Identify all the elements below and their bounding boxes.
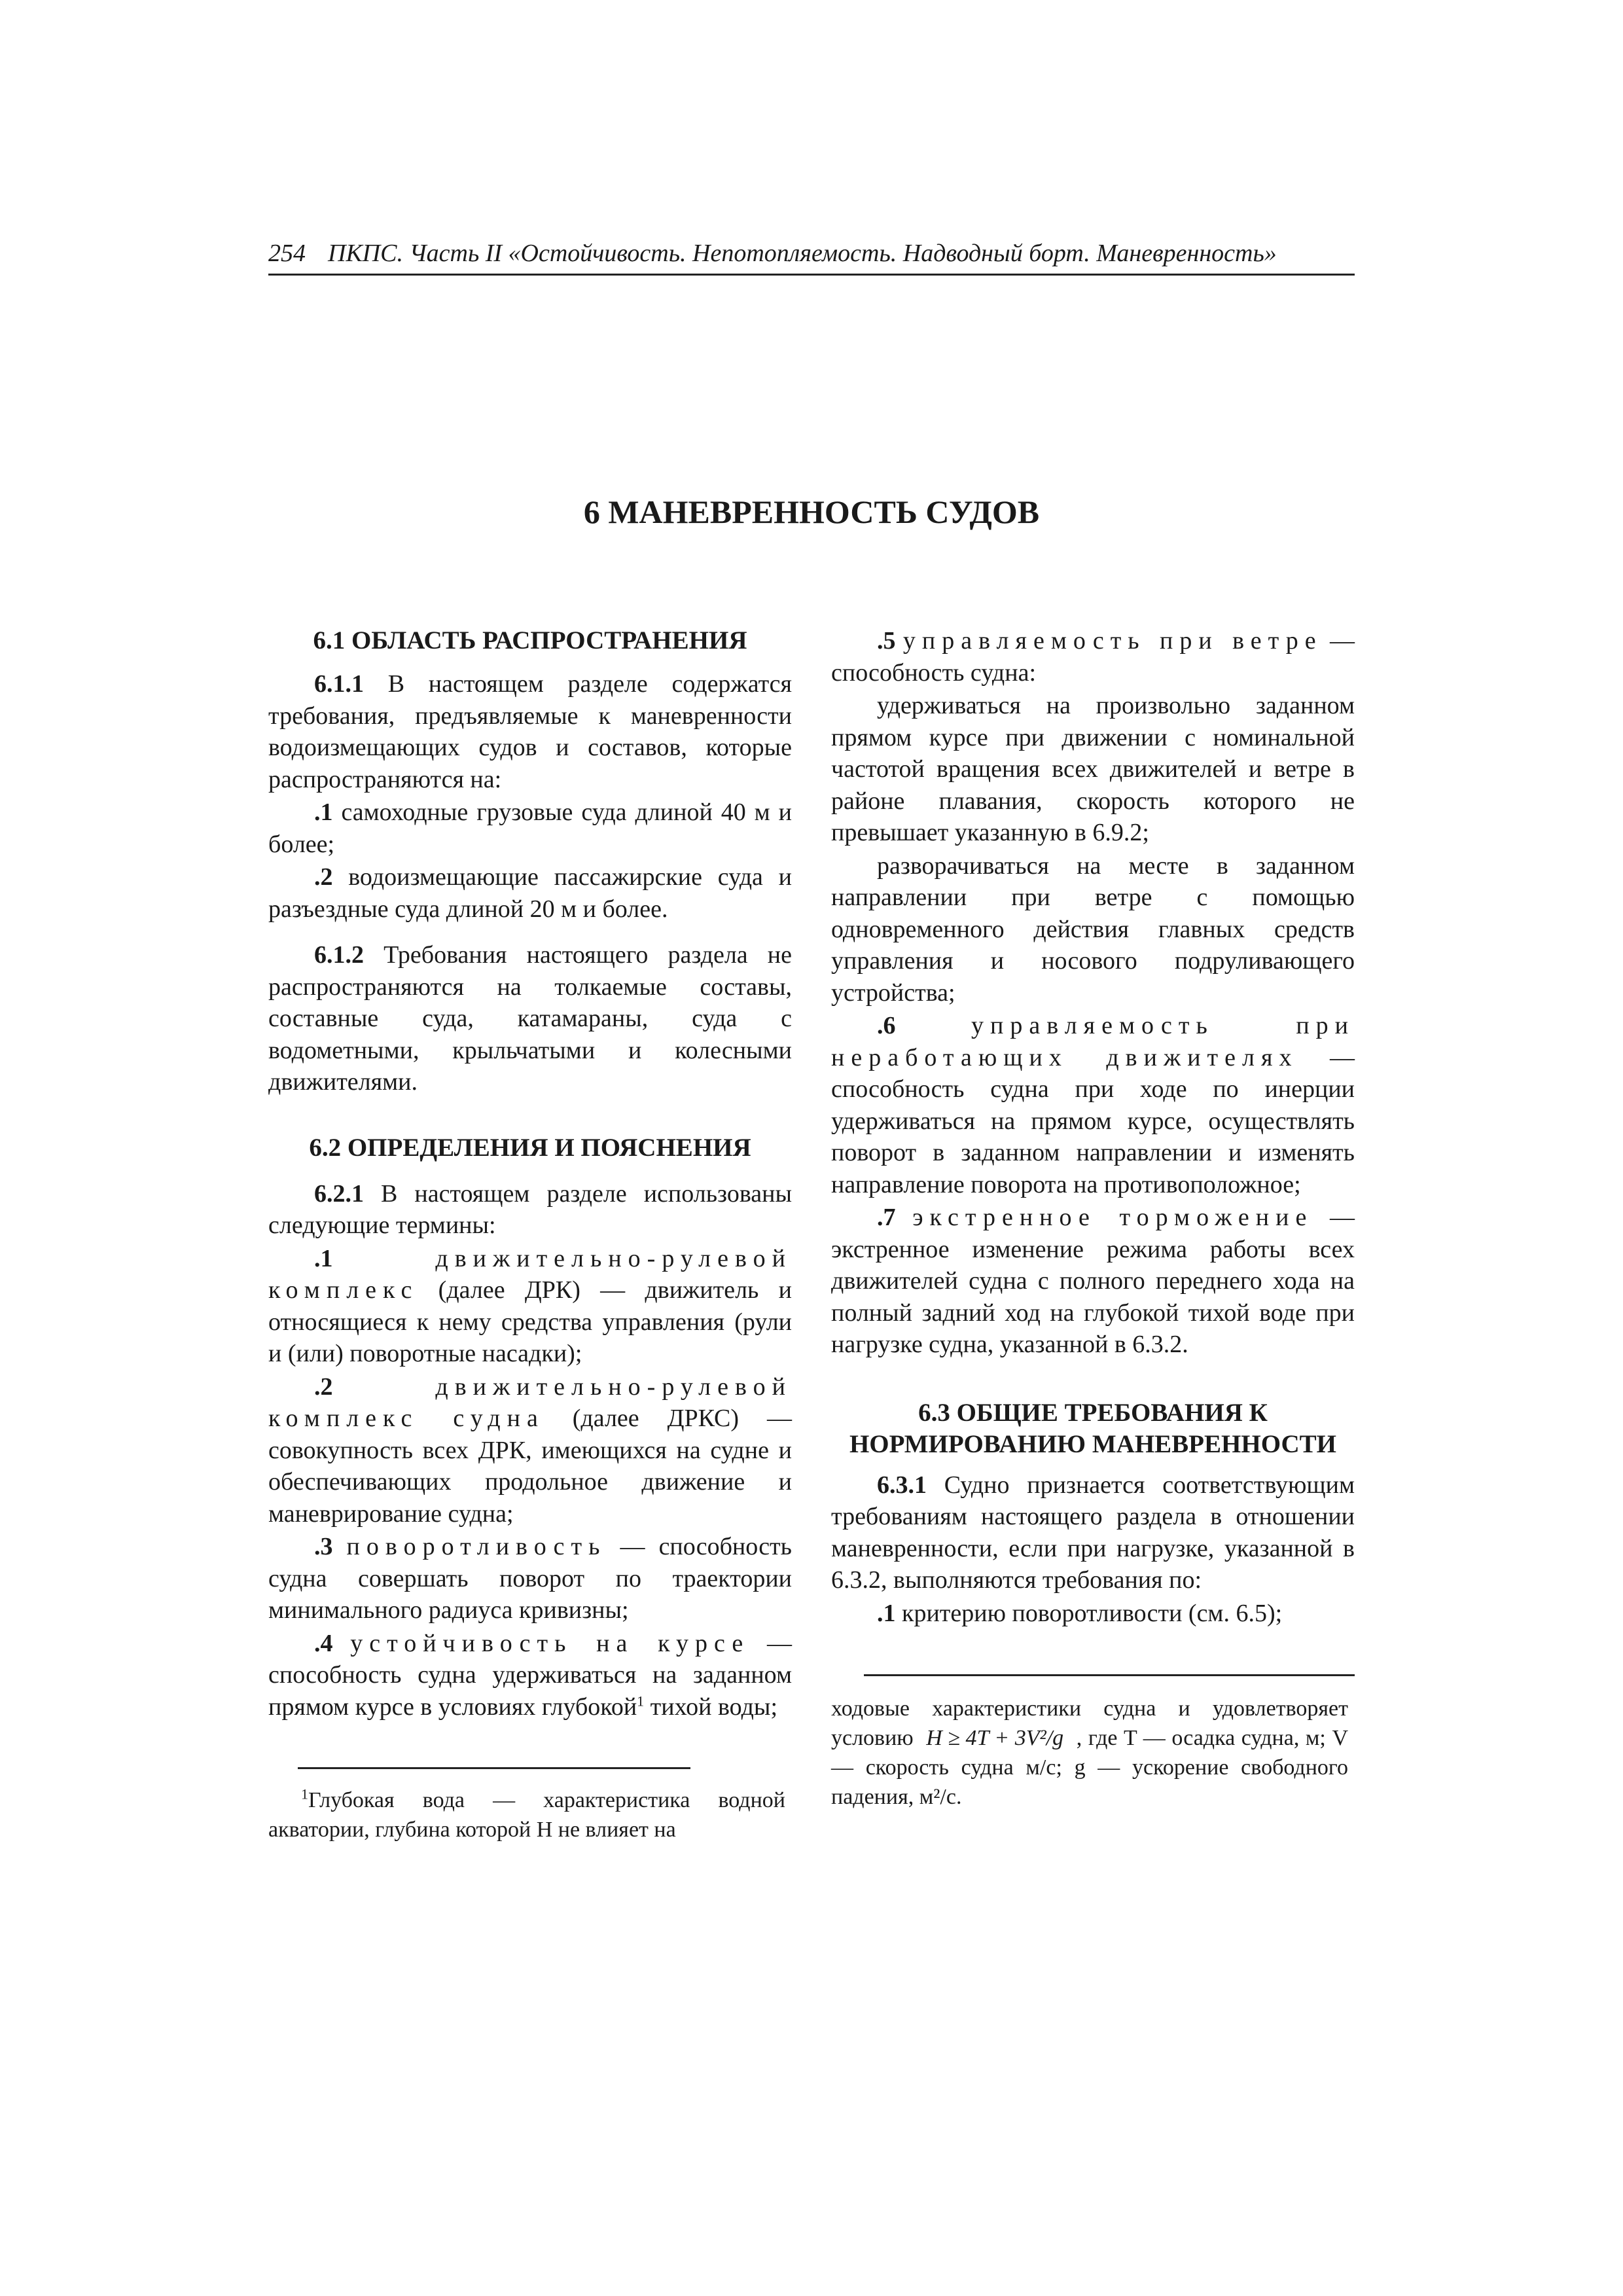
list-item: [268, 861, 792, 925]
item-number: .5: [877, 627, 896, 655]
term: движительно-рулевой комплекс судна: [268, 1372, 792, 1432]
item-text: самоходные грузовые суда длиной 40 м и более;: [268, 798, 792, 858]
section-heading-6-2: 6.2 ОПРЕДЕЛЕНИЯ И ПОЯСНЕНИЯ: [309, 1133, 751, 1162]
deep-water-formula: H ≥ 4T + 3V²/g: [926, 1726, 1064, 1750]
definition: (далее ДРК) — движитель и относящиеся к нему средства управления (рули и (или) поворотные насадки);: [268, 1276, 792, 1367]
running-title: ПКПС. Часть II «Остойчивость. Непотопляемость. Надводный борт. Маневренность»: [328, 240, 1277, 267]
definition: — способность судна при ходе по инерции удерживаться на прямом курсе, осуществлять поворот в заданном направлении и изменять направление поворота на противоположное;: [831, 1043, 1355, 1198]
header-rule: [268, 274, 1355, 276]
list-item: [268, 797, 792, 860]
footnote-text: Глубокая вода — характеристика водной акватории, глубина которой H не влияет на: [268, 1788, 785, 1842]
clause-text: В настоящем разделе использованы следующие термины:: [268, 1179, 792, 1239]
sub-paragraph: удерживаться на произвольно заданном прямом курсе при движении с номинальной частотой вращения всех движителей и ветре в районе плавания, скорость которого не превышает указанную в 6.9.2;: [831, 692, 1355, 846]
footnote-rule: [864, 1674, 1355, 1676]
list-item: [831, 1598, 1355, 1630]
clause-text: Требования настоящего раздела не распространяются на толкаемые составы, составные суда, катамараны, суда с водометными, крыльчатыми и колесными движителями.: [268, 941, 792, 1096]
clause-text: Судно признается соответствующим требованиям настоящего раздела в отношении маневренности, если при нагрузке, указанной в 6.3.2, выполняются требования по:: [831, 1471, 1355, 1594]
term: поворотливость: [346, 1533, 607, 1560]
term: управляемость при неработающих движителях: [831, 1012, 1355, 1071]
paragraph-6-2-1: [268, 1178, 792, 1242]
clause-number: 6.1.1: [314, 670, 364, 698]
item-number: .4: [314, 1629, 333, 1657]
footnote-text: , где T — осадка судна, м; V — скорость судна м/с; g — ускорение свободного падения, м²/с.: [831, 1726, 1349, 1809]
term-definition: [831, 1202, 1355, 1361]
item-number: .1: [877, 1599, 896, 1627]
paragraph-6-1-2: [268, 939, 792, 1098]
item-text: водоизмещающие пассажирские суда и разъездные суда длиной 20 м и более.: [268, 863, 792, 923]
running-header: [268, 237, 1355, 270]
item-number: .2: [314, 1372, 333, 1401]
term-definition: [268, 1628, 792, 1723]
term-definition: [831, 1010, 1355, 1200]
left-column: [268, 625, 792, 1724]
term: движительно-рулевой комплекс: [268, 1244, 792, 1304]
term-definition: [268, 1531, 792, 1626]
clause-text: В настоящем разделе содержатся требования, предъявляемые к маневренности водоизмещающих судов и составов, которые распространяются на:: [268, 670, 792, 793]
footnote-marker: 1: [301, 1785, 308, 1803]
footnote-text: ходовые характеристики судна и удовлетворяет условию: [831, 1696, 1348, 1750]
section-heading-6-1: 6.1 ОБЛАСТЬ РАСПРОСТРАНЕНИЯ: [313, 626, 747, 655]
definition: — экстренное изменение режима работы всех движителей судна с полного переднего хода на полный задний ход на глубокой тихой воде при нагрузке судна, указанной в 6.3.2.: [831, 1204, 1355, 1358]
chapter-title: 6 МАНЕВРЕННОСТЬ СУДОВ: [583, 493, 1040, 530]
term: экстренное торможение: [912, 1204, 1313, 1231]
clause-number: 6.3.1: [877, 1471, 927, 1499]
item-number: .2: [314, 863, 333, 891]
item-text: критерию поворотливости (см. 6.5);: [895, 1599, 1283, 1627]
right-column: [831, 625, 1355, 1630]
clause-number: 6.2.1: [314, 1179, 364, 1208]
definition: (далее ДРКС) — совокупность всех ДРК, имеющихся на судне и обеспечивающих продольное движение и маневрирование судна;: [268, 1405, 792, 1528]
term: управляемость при ветре: [902, 627, 1323, 655]
definition: — способность судна:: [831, 627, 1355, 687]
definition: — способность судна удерживаться на заданном прямом курсе в условиях глубокой: [268, 1629, 793, 1721]
term-definition: [268, 1371, 792, 1530]
term: устойчивость на курсе: [350, 1629, 750, 1657]
page-number: 254: [268, 240, 306, 267]
term-definition: [831, 625, 1355, 689]
sub-paragraph: разворачиваться на месте в заданном направлении при ветре с помощью одновременного действия главных средств управления и носового подруливающего устройства;: [831, 852, 1355, 1007]
item-number: .1: [314, 798, 333, 826]
item-number: .7: [877, 1204, 896, 1231]
definition-end: тихой воды;: [644, 1693, 777, 1721]
section-heading-6-3: 6.3 ОБЩИЕ ТРЕБОВАНИЯ К НОРМИРОВАНИЮ МАНЕВРЕННОСТИ: [849, 1398, 1337, 1458]
footnote-marker: 1: [637, 1692, 645, 1709]
paragraph-6-3-1: [831, 1469, 1355, 1596]
footnote-right: [831, 1694, 1348, 1812]
clause-number: 6.1.2: [314, 941, 364, 969]
term-definition: [268, 1243, 792, 1370]
item-number: .1: [314, 1244, 333, 1272]
definition: — способность судна совершать поворот по траектории минимального радиуса кривизны;: [268, 1533, 792, 1624]
paragraph-6-1-1: [268, 668, 792, 795]
footnote-rule: [298, 1767, 690, 1769]
footnote-left: [268, 1785, 785, 1844]
item-number: .3: [314, 1533, 333, 1560]
item-number: .6: [877, 1012, 896, 1039]
